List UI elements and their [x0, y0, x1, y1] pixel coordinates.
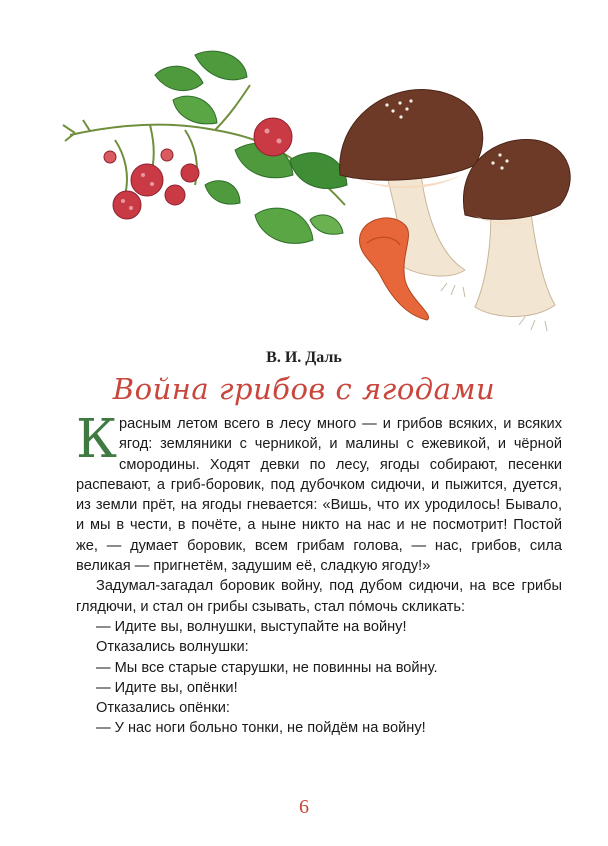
raspberry-leaves [155, 51, 347, 243]
dialogue-line: — Идите вы, волнушки, выступайте на войну! [96, 618, 407, 635]
dialogue-line: — У нас ноги больно тонки, не пойдём на войну! [96, 720, 426, 737]
dialogue-line: — Мы все старые старушки, не повинны на войну. [96, 659, 438, 676]
dialogue-line: — Идите вы, опёнки! [96, 679, 238, 696]
story-title: Война грибов с ягодами [112, 372, 496, 406]
dialogue-line: Отказались волнушки: [96, 639, 249, 656]
paragraph-1-text: расным летом всего в лесу много — и грибов всяких, и всяких ягод: земляники с черникой, и малины с ежевикой, и чёрной смородины. Ходят девки по лесу, ягоды собирают, песенки распевают, а гриб-боровик, под дубочком сидючи, и пыжится, дуется, из земли прёт, на ягоды гневается: «Вишь, что их уродилось! Бывало, и мы в чести, в почёте, а ныне никто на нас и не посмотрит! Постой же, — думает боровик, всем грибам голова, — нас, грибов, сила великая — пригнетём, задушим её, сладкую ягоду!» [76, 416, 562, 575]
small-boletus-mushroom [463, 139, 570, 316]
author-name: В. И. Даль [266, 349, 342, 366]
raspberry-and-mushrooms-illustration [55, 45, 595, 340]
dialogue-line: Отказались опёнки: [96, 700, 230, 717]
drop-cap: К [76, 409, 118, 470]
paragraph-1 [76, 409, 562, 576]
story-text [76, 409, 562, 739]
paragraph-2: Задумал-загадал боровик войну, под дубом сидючи, на все грибы глядючи, и стал он грибы сзывать, стал по́мочь скликать: [76, 578, 562, 615]
page-number: 6 [299, 796, 309, 818]
